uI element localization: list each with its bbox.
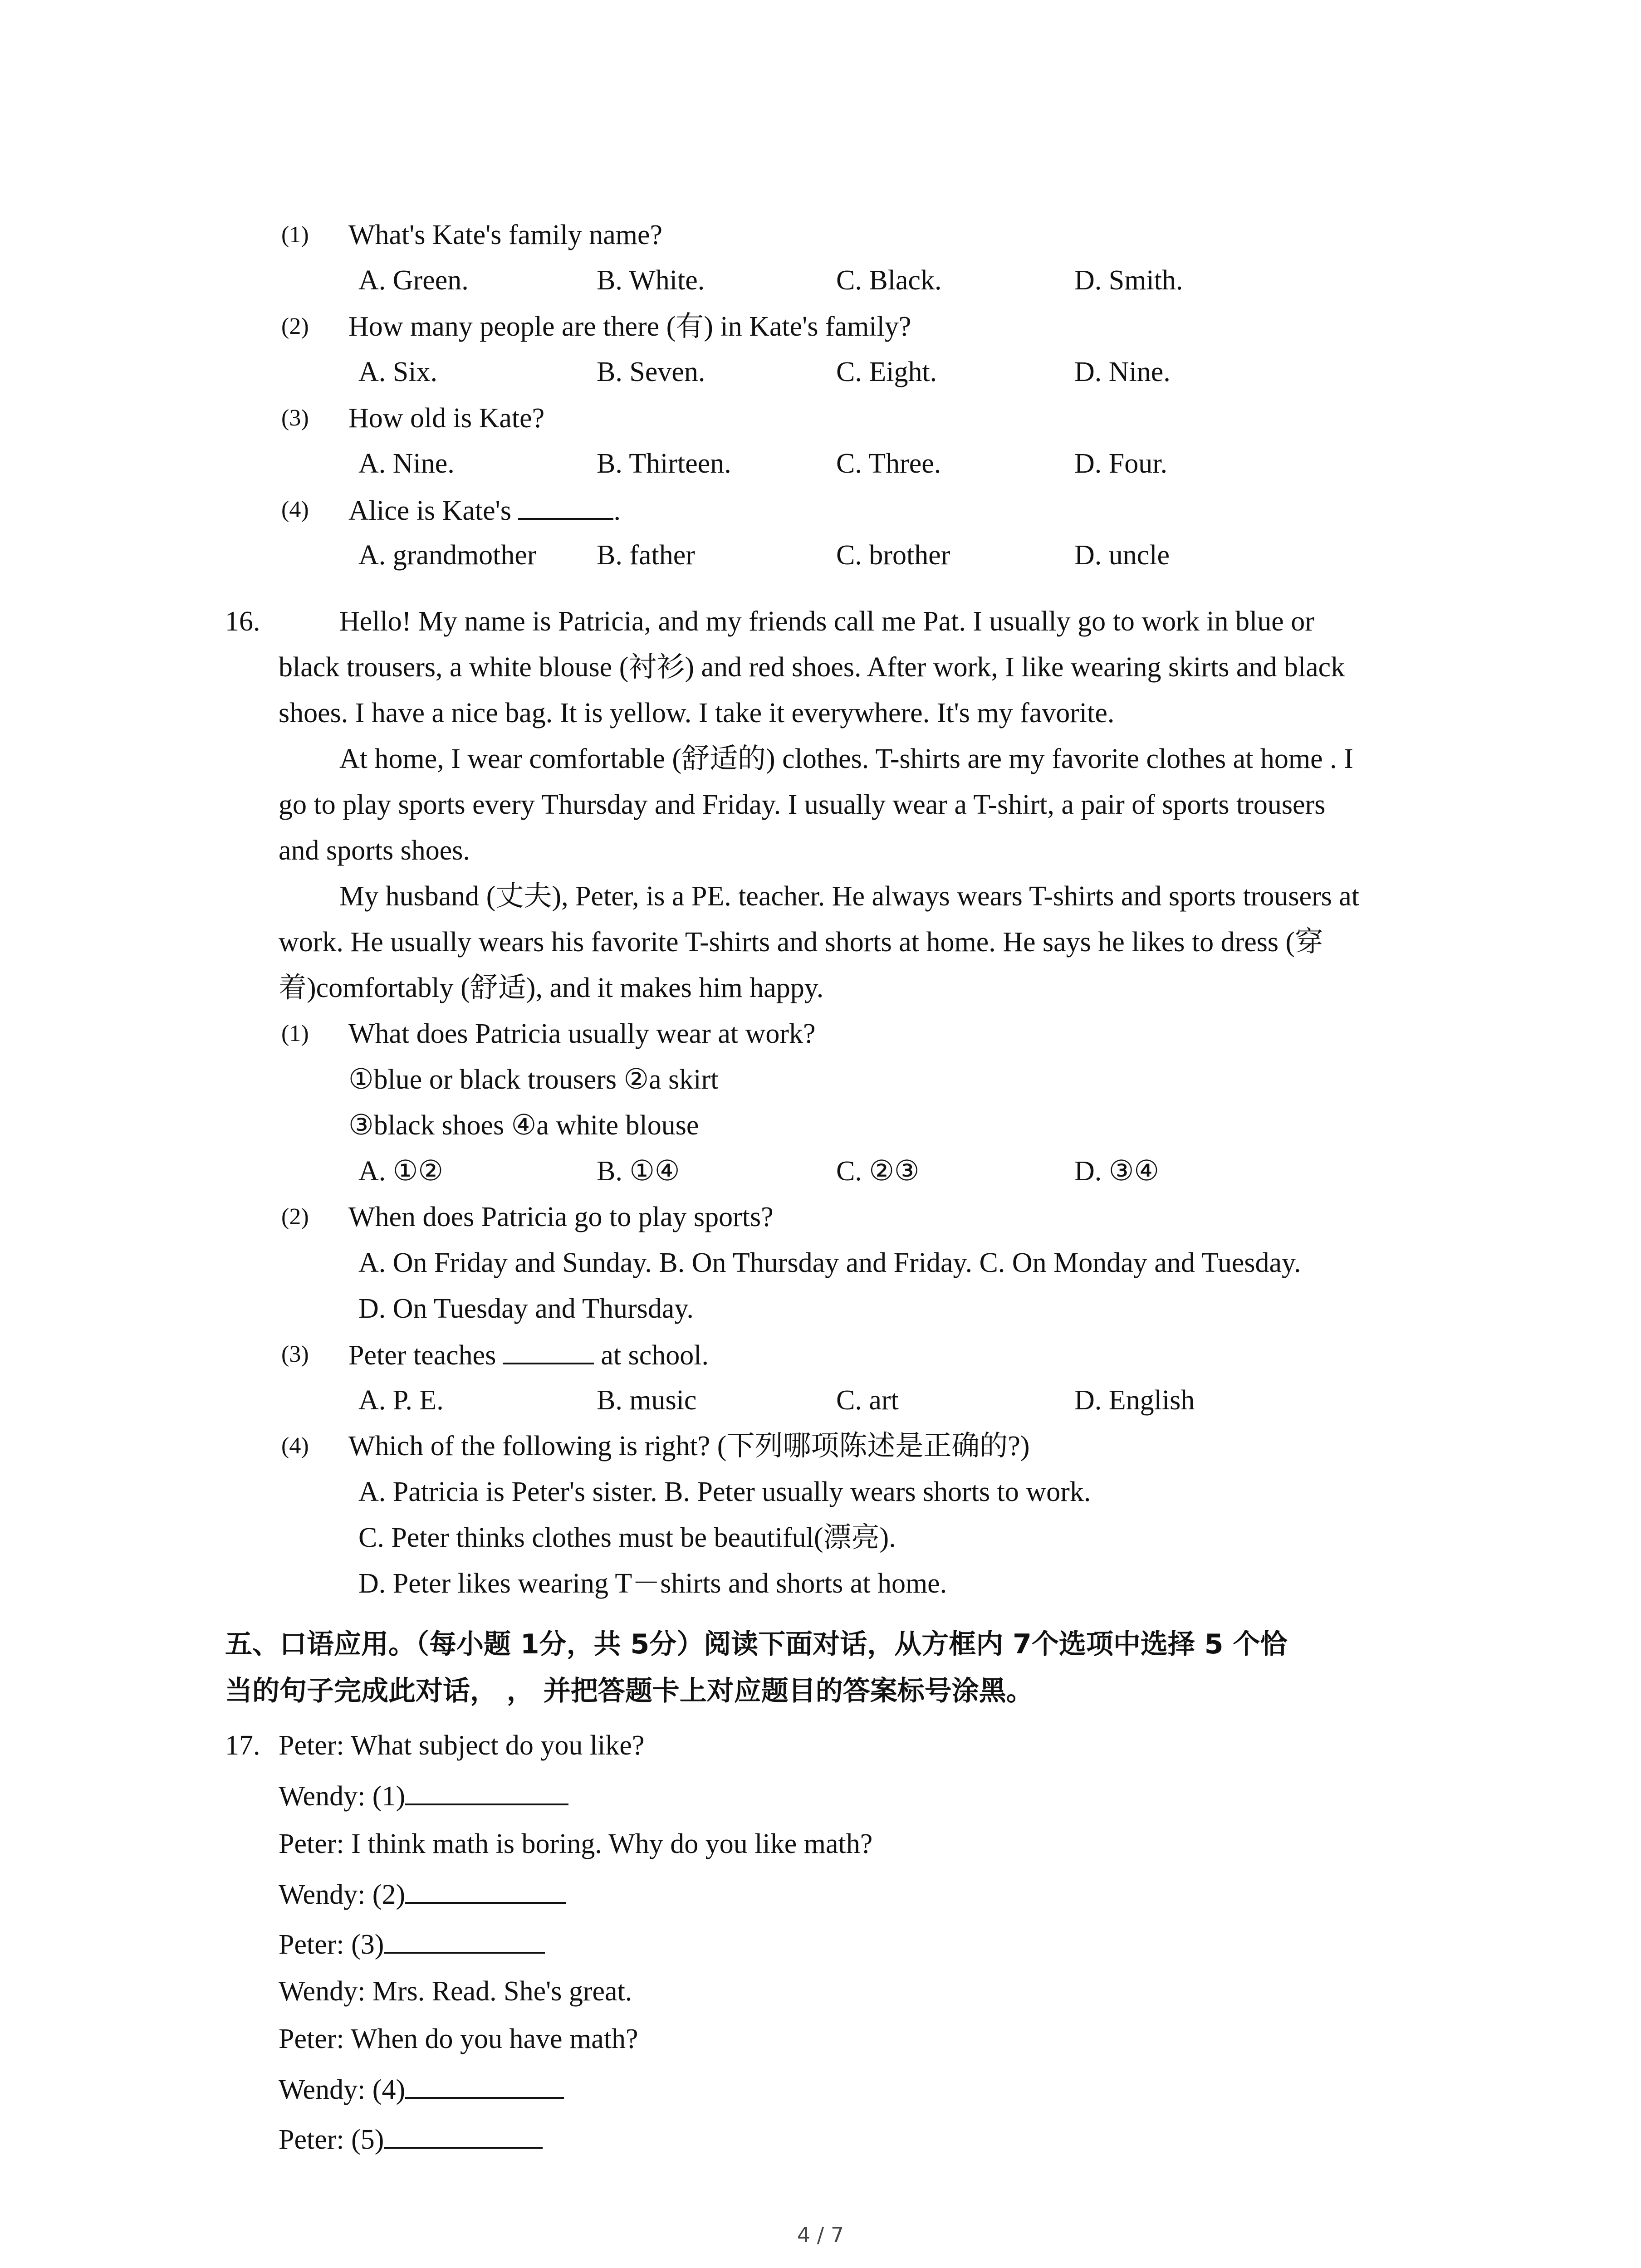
q16-item1-number: (1) <box>281 1021 309 1046</box>
q15-item4-option-d: D. uncle <box>1074 540 1170 571</box>
q16-item3-option-a: A. P. E. <box>358 1385 444 1416</box>
q16-passage-line: go to play sports every Thursday and Friday. I usually wear a T-shirt, a pair of sports trousers <box>279 789 1326 820</box>
answer-blank <box>384 2121 543 2149</box>
q15-item4-option-c: C. brother <box>836 540 950 571</box>
q17-dialogue-line <box>279 2071 564 2108</box>
answer-blank <box>405 1777 568 1805</box>
q16-item4-question: Which of the following is right? (下列哪项陈述是正确的?) <box>348 1431 1030 1461</box>
q15-item1-question: What's Kate's family name? <box>348 220 663 250</box>
q15-item2-option-c: C. Eight. <box>836 357 937 387</box>
q17-dialogue-line: Peter: When do you have math? <box>279 2024 638 2054</box>
q15-item4-number: (4) <box>281 497 309 523</box>
q15-item3-number: (3) <box>281 405 309 431</box>
page-number: 4 / 7 <box>797 2223 844 2247</box>
q16-item1-choices-1: ①blue or black trousers ②a skirt <box>348 1064 719 1095</box>
q15-item1-option-c: C. Black. <box>836 265 942 296</box>
q15-item3-option-a: A. Nine. <box>358 448 455 479</box>
q15-item4-question <box>348 492 621 529</box>
answer-blank <box>503 1336 594 1364</box>
q17-dialogue-line: Wendy: Mrs. Read. She's great. <box>279 1976 632 2007</box>
q15-item3-option-c: C. Three. <box>836 448 941 479</box>
q17-dialogue-line <box>279 1777 568 1814</box>
answer-blank <box>405 2071 564 2099</box>
q17-dialogue-speaker: Wendy: (4) <box>279 2074 406 2105</box>
q15-item1-option-b: B. White. <box>597 265 705 296</box>
q16-item1-option-c: C. ②③ <box>836 1156 920 1187</box>
q15-item1-option-a: A. Green. <box>358 265 469 296</box>
q16-item4-number: (4) <box>281 1433 309 1459</box>
answer-blank <box>405 1876 566 1904</box>
q17-dialogue-speaker: Peter: (5) <box>279 2124 384 2155</box>
q16-item1-choices-2: ③black shoes ④a white blouse <box>348 1110 699 1141</box>
q16-item1-option-b: B. ①④ <box>597 1156 680 1187</box>
q16-item2-number: (2) <box>281 1204 309 1230</box>
q15-item2-option-b: B. Seven. <box>597 357 705 387</box>
q16-item2-question: When does Patricia go to play sports? <box>348 1202 774 1232</box>
q16-item4-options-line2: C. Peter thinks clothes must be beautiful(漂亮). <box>358 1522 896 1553</box>
section-heading-line2: 当的句子完成此对话， ， 并把答题卡上对应题目的答案标号涂黑。 <box>225 1675 1034 1707</box>
q16-item3-option-d: D. English <box>1074 1385 1195 1416</box>
q16-item3-option-c: C. art <box>836 1385 899 1416</box>
q15-item1-number: (1) <box>281 222 309 248</box>
q16-item1-option-d: D. ③④ <box>1074 1156 1159 1187</box>
q15-item3-question: How old is Kate? <box>348 403 545 434</box>
q17-dialogue-speaker: Wendy: (1) <box>279 1781 406 1812</box>
q16-item3-question-prefix: Peter teaches <box>348 1340 496 1371</box>
section-heading-line1: 五、口语应用。（每小题 1分，共 5分）阅读下面对话，从方框内 7个选项中选择 5 个恰 <box>225 1628 1288 1660</box>
q15-item2-option-a: A. Six. <box>358 357 437 387</box>
q16-item3-question-suffix: at school. <box>601 1340 709 1371</box>
q15-item3-option-d: D. Four. <box>1074 448 1167 479</box>
q16-number: 16. <box>225 606 260 637</box>
q16-item4-options-line3: D. Peter likes wearing T－shirts and shorts at home. <box>358 1568 947 1599</box>
q15-item1-option-d: D. Smith. <box>1074 265 1183 296</box>
q17-dialogue-line <box>279 2121 543 2158</box>
q16-passage-line: My husband (丈夫), Peter, is a PE. teacher. He always wears T-shirts and sports trousers at <box>339 881 1360 912</box>
q16-passage-line: At home, I wear comfortable (舒适的) clothes. T-shirts are my favorite clothes at home . I <box>339 743 1353 774</box>
q17-dialogue-speaker: Peter: (3) <box>279 1929 384 1960</box>
q15-item2-number: (2) <box>281 313 309 339</box>
q17-dialogue-line: Peter: I think math is boring. Why do you like math? <box>279 1828 873 1859</box>
q16-item1-question: What does Patricia usually wear at work? <box>348 1018 816 1049</box>
q15-item3-option-b: B. Thirteen. <box>597 448 731 479</box>
q17-number: 17. <box>225 1730 260 1761</box>
q16-item4-options-line1: A. Patricia is Peter's sister. B. Peter usually wears shorts to work. <box>358 1476 1091 1507</box>
q16-passage-line: 着)comfortably (舒适), and it makes him happy. <box>279 973 824 1003</box>
q15-item2-question: How many people are there (有) in Kate's family? <box>348 311 911 342</box>
q16-item2-options-line2: D. On Tuesday and Thursday. <box>358 1293 694 1324</box>
q16-item3-number: (3) <box>281 1341 309 1367</box>
q17-dialogue-speaker: Wendy: (2) <box>279 1879 406 1910</box>
answer-blank <box>384 1926 545 1954</box>
q15-item4-question-suffix: . <box>613 495 621 526</box>
q16-item3-option-b: B. music <box>597 1385 697 1416</box>
q15-item4-option-b: B. father <box>597 540 695 571</box>
q17-dialogue-line <box>279 1926 545 1963</box>
q15-item2-option-d: D. Nine. <box>1074 357 1171 387</box>
q17-dialogue-line: Peter: What subject do you like? <box>279 1730 645 1761</box>
q16-item2-options-line1: A. On Friday and Sunday. B. On Thursday and Friday. C. On Monday and Tuesday. <box>358 1247 1301 1278</box>
q15-item4-option-a: A. grandmother <box>358 540 537 571</box>
q17-dialogue-line <box>279 1876 566 1913</box>
q16-passage-line: and sports shoes. <box>279 835 470 866</box>
q16-passage-line: shoes. I have a nice bag. It is yellow. I take it everywhere. It's my favorite. <box>279 698 1115 728</box>
answer-blank <box>518 492 613 520</box>
q16-passage-line: black trousers, a white blouse (衬衫) and red shoes. After work, I like wearing skirts and black <box>279 652 1345 683</box>
q16-item1-option-a: A. ①② <box>358 1156 443 1187</box>
q16-passage-line: Hello! My name is Patricia, and my friends call me Pat. I usually go to work in blue or <box>339 606 1314 637</box>
q15-item4-question-prefix: Alice is Kate's <box>348 495 511 526</box>
q16-item3-question <box>348 1336 709 1374</box>
q16-passage-line: work. He usually wears his favorite T-shirts and shorts at home. He says he likes to dress (穿 <box>279 927 1323 958</box>
